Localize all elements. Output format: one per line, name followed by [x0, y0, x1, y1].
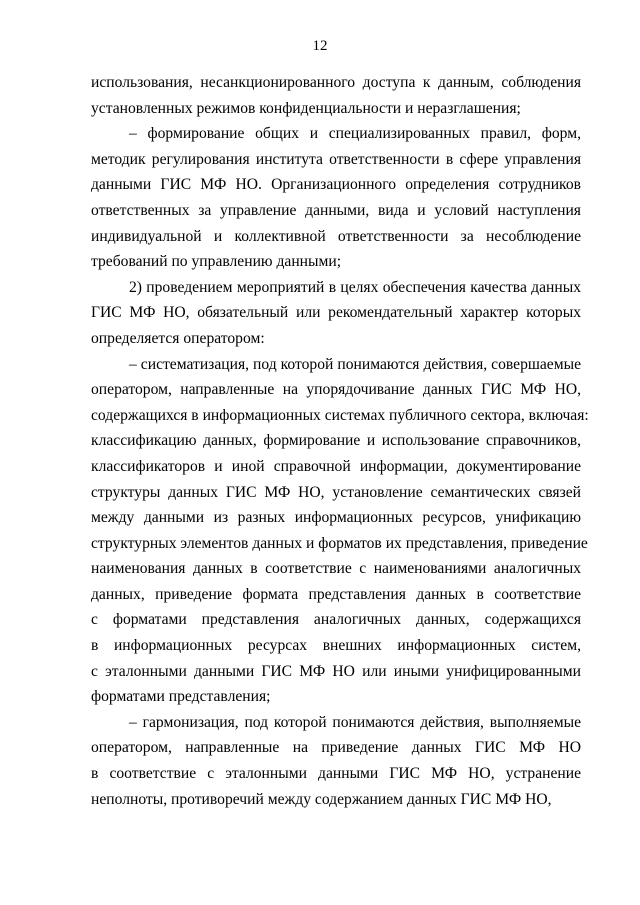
- paragraph-p1: [91, 70, 581, 121]
- text-line: ответственных за управление данными, вида и условий наступления: [91, 201, 581, 219]
- text-line: – формирование общих и специализированных правил, форм,: [129, 125, 581, 143]
- text-line: использования, несанкционированного доступа к данным, соблюдения: [91, 74, 581, 91]
- document-body: [91, 70, 589, 812]
- page-number: 12: [312, 38, 328, 54]
- text-line: классификаторов и иной справочной информации, документирование: [91, 457, 581, 475]
- text-line: наименования данных в соответствие с наименованиями аналогичных: [91, 560, 581, 578]
- text-line: определяется оператором:: [91, 329, 265, 347]
- text-line: с форматами представления аналогичных данных, содержащихся: [91, 611, 581, 629]
- text-line: форматами представления;: [91, 688, 271, 706]
- paragraph-p5: [91, 710, 581, 812]
- text-line: 2) проведением мероприятий в целях обеспечения качества данных: [129, 278, 581, 296]
- text-line: установленных режимов конфиденциальности и неразглашения;: [91, 99, 521, 117]
- text-line: требований по управлению данными;: [91, 253, 342, 271]
- text-line: индивидуальной и коллективной ответственности за несоблюдение: [91, 227, 581, 245]
- text-line: данных, приведение формата представления данных в соответствие: [91, 585, 581, 603]
- text-line: – систематизация, под которой понимаются действия, совершаемые: [129, 355, 581, 373]
- text-line: в соответствие с эталонными данными ГИС МФ НО, устранение: [91, 765, 581, 783]
- paragraph-p2: [91, 121, 581, 275]
- text-line: между данными из разных информационных ресурсов, унификацию: [91, 509, 581, 527]
- text-line: структурных элементов данных и форматов их представления, приведение: [91, 534, 588, 552]
- paragraph-p3: [91, 275, 581, 352]
- text-line: неполноты, противоречий между содержанием данных ГИС МФ НО,: [91, 790, 552, 808]
- text-line: – гармонизация, под которой понимаются действия, выполняемые: [129, 713, 581, 731]
- paragraph-p4: [91, 352, 589, 710]
- text-line: в информационных ресурсах внешних информационных систем,: [91, 637, 581, 655]
- text-line: ГИС МФ НО, обязательный или рекомендательный характер которых: [91, 304, 581, 322]
- text-line: данными ГИС МФ НО. Организационного определения сотрудников: [91, 176, 581, 194]
- text-line: оператором, направленные на упорядочивание данных ГИС МФ НО,: [91, 381, 581, 399]
- text-line: классификацию данных, формирование и использование справочников,: [91, 432, 581, 450]
- text-line: оператором, направленные на приведение данных ГИС МФ НО: [91, 739, 581, 757]
- text-line: содержащихся в информационных системах публичного сектора, включая:: [91, 406, 589, 424]
- text-line: с эталонными данными ГИС МФ НО или иными унифицированными: [91, 662, 581, 680]
- text-line: структуры данных ГИС МФ НО, установление семантических связей: [91, 483, 581, 501]
- text-line: методик регулирования института ответственности в сфере управления: [91, 150, 581, 168]
